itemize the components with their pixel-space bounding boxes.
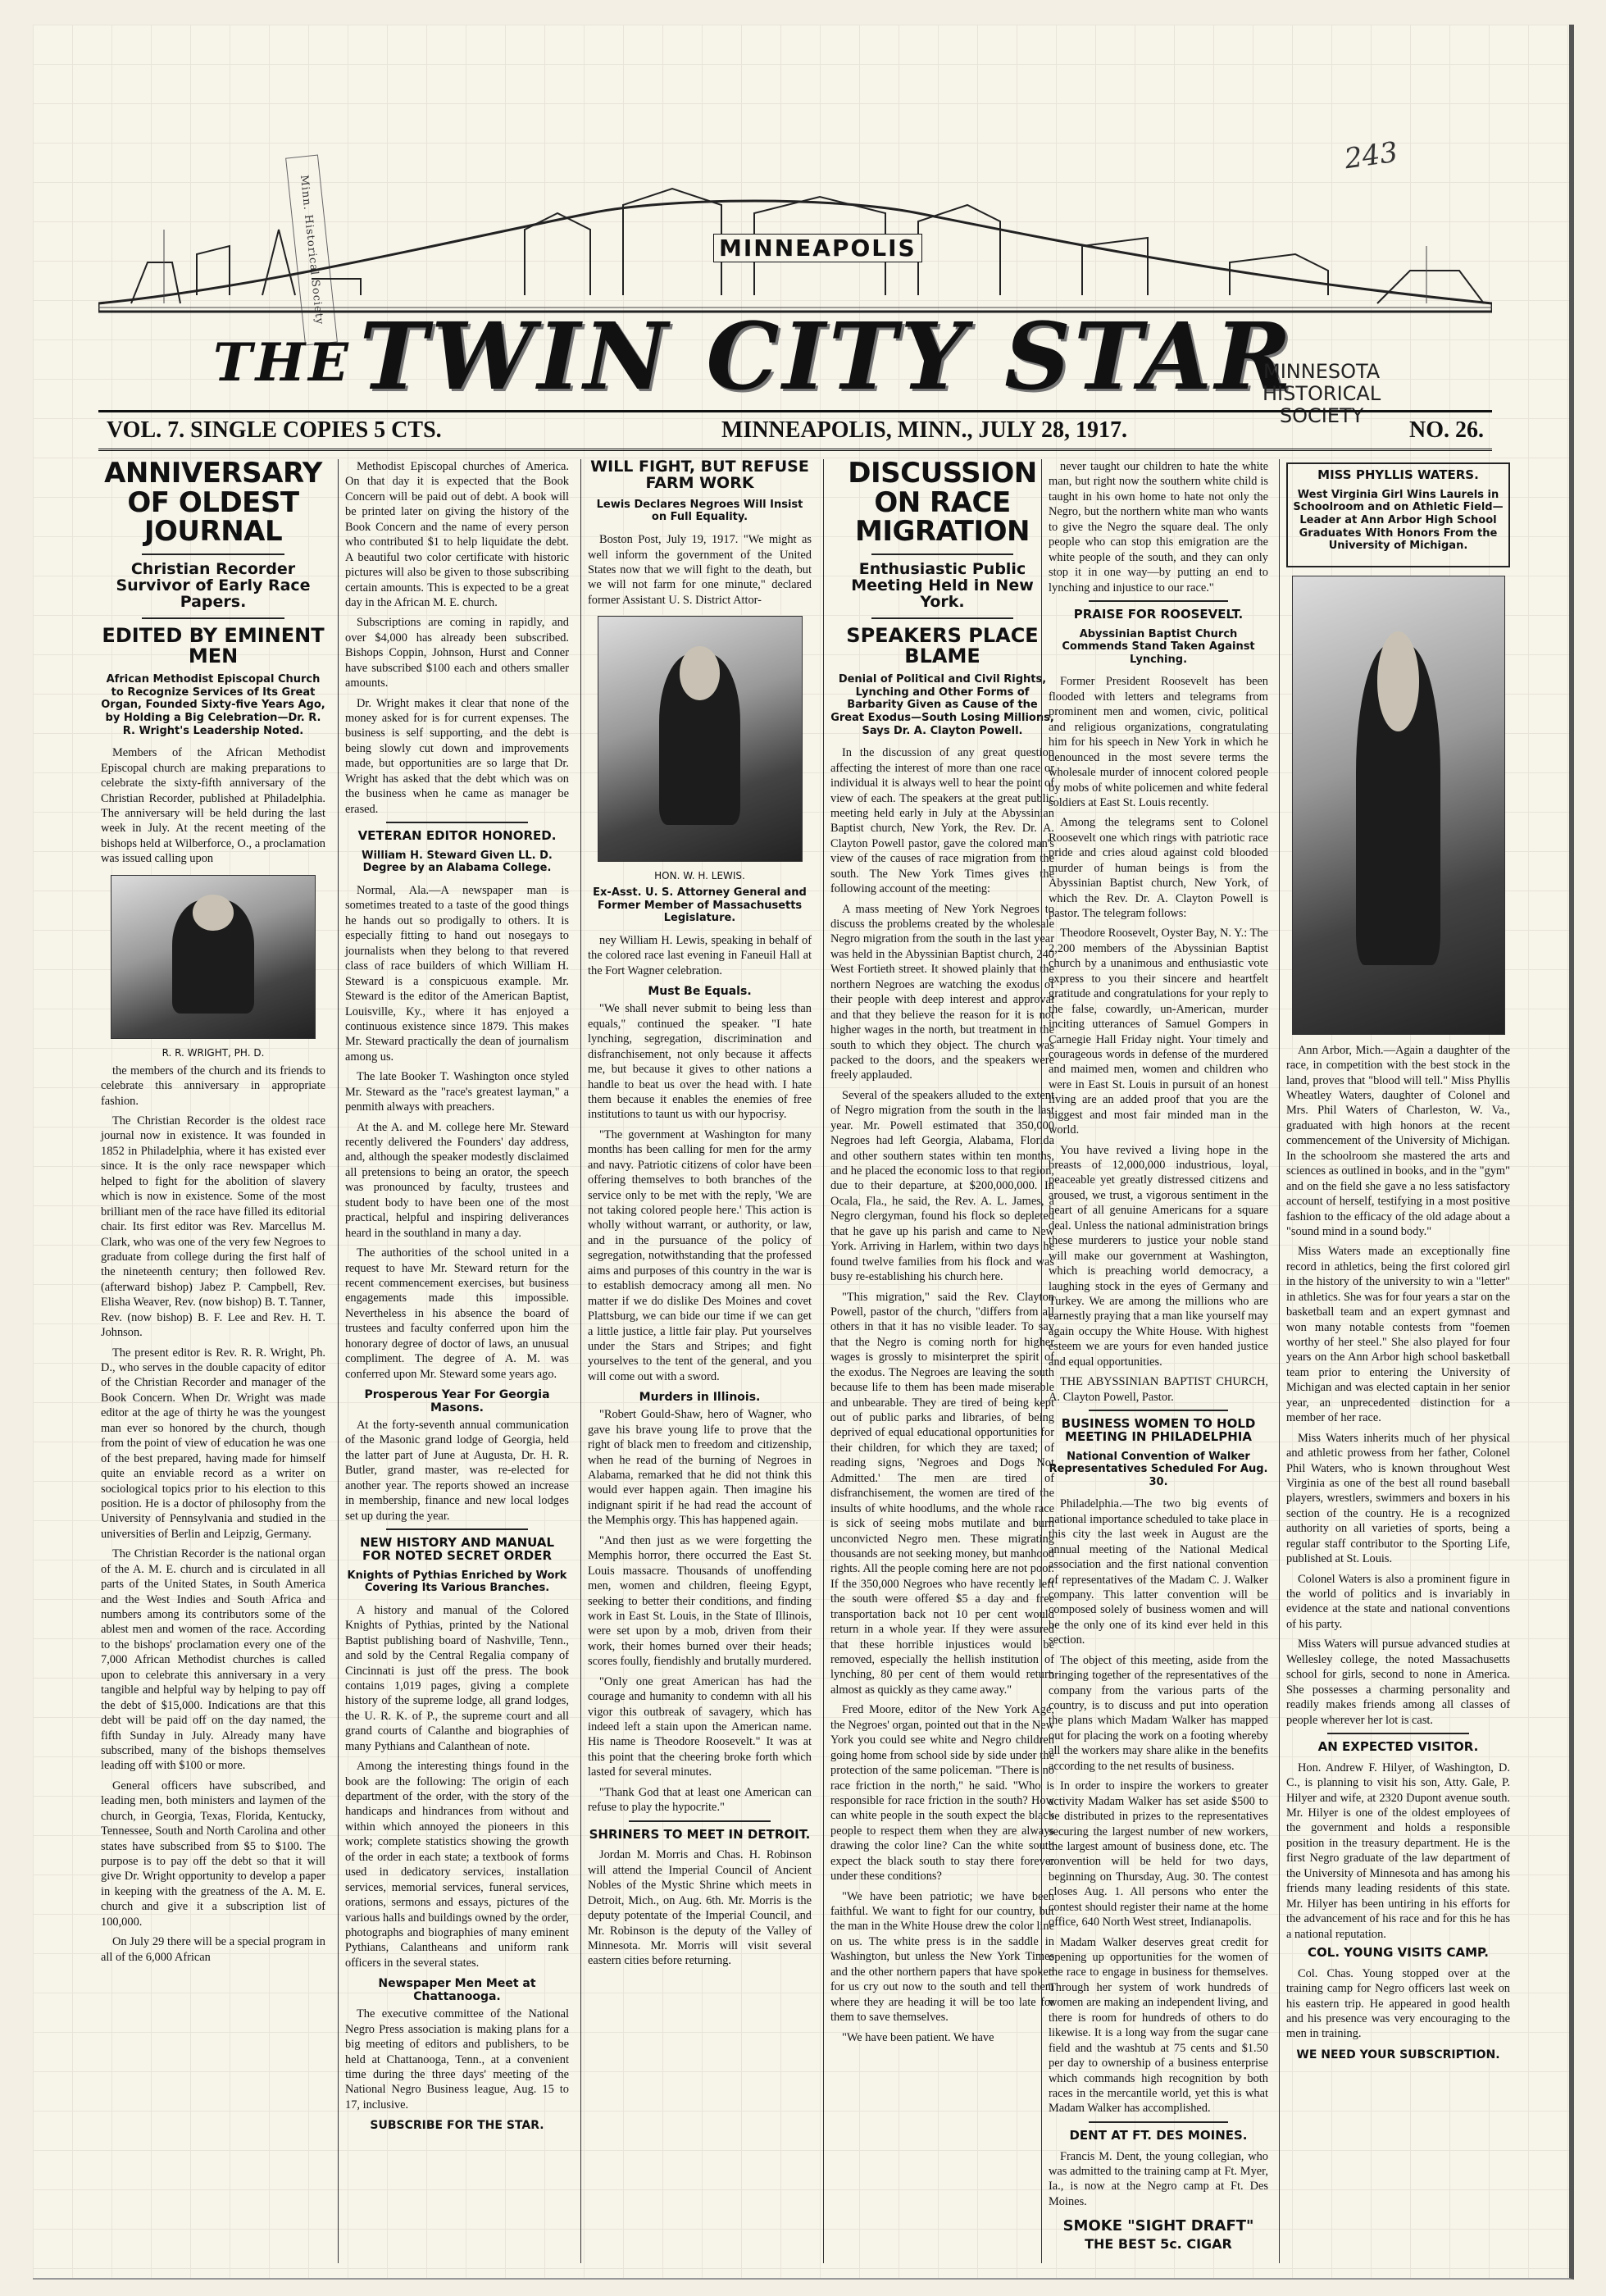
article-headline: ANNIVERSARY OF OLDEST JOURNAL (104, 459, 322, 549)
article-headline: MISS PHYLLIS WATERS. (1317, 467, 1479, 482)
article-deck: William H. Steward Given LL. D. Degree by an Alabama College. (362, 849, 553, 875)
paragraph: "And then just as we were forgetting the Memphis horror, there occurred the East St. Louis massacre. Thousands of unoffending men, women and children, fleeing Egypt, seeking to better their conditions, and finding work in East St. Louis, in the State of Illinois, were set upon by a mob, driven from their work, their homes burned over their heads; scores foully, fiendishly and brutally murdered. (588, 1533, 812, 1669)
article-headline: VETERAN EDITOR HONORED. (357, 828, 557, 844)
article-headline: SHRINERS TO MEET IN DETROIT. (589, 1826, 811, 1842)
divider (1327, 1733, 1469, 1734)
photo-caption: HON. W. H. LEWIS. (654, 870, 745, 882)
paragraph: Jordan M. Morris and Chas. H. Robinson will attend the Imperial Council of Ancient Nobles of the Mystic Shrine which meets in Detroit, Mich., on Aug. 6th. Mr. Morris is the deputy potentate of the Imperial Council, and Mr. Robinson is the deputy of the Valley of Minnesota. Mr. Morris will visit several eastern cities before returning. (588, 1848, 812, 1968)
subscription-notice: WE NEED YOUR SUBSCRIPTION. (1296, 2048, 1500, 2061)
divider (1089, 2121, 1228, 2123)
paragraph: "We have been patient. We have (842, 2030, 994, 2044)
article-subhead: Enthusiastic Public Meeting Held in New York. (851, 560, 1034, 611)
title-the: THE (213, 332, 352, 394)
article-subhead: EDITED BY EMINENT MEN (102, 623, 325, 668)
article-headline: BUSINESS WOMEN TO HOLD MEETING IN PHILADELPHIA (1061, 1416, 1256, 1444)
paragraph: Colonel Waters is also a prominent figure in the world of politics and is invariably in evidence at the state and national conventions of his party. (1286, 1572, 1510, 1631)
paragraph: Members of the African Methodist Episcopal church are making preparations to celebrate the sixty-fifth anniversary of the Christian Recorder, published at Philadelphia. The anniversary will be held during the last week in July. At the recent meeting of the bishops held at Wilberforce, O., a proclamation was issued calling upon (101, 746, 325, 866)
portrait-photo (111, 875, 316, 1039)
paragraph: never taught our children to hate the white man, but right now the southern white child is taught in his own home to hate not only the Negro, but the northern white man who wants to give the Negro the square deal. The only people who can stop this emigration are the white people of the south, and they can only stop it in one way—by putting an end to lynching and injustice to our race." (1049, 460, 1268, 594)
column-5 (1041, 459, 1275, 2263)
paragraph: You have revived a living hope in the breasts of 12,000,000 industrious, loyal, peaceable yet greatly distressed citizens and aroused, we trust, a vigorous sentiment in the heart of all genuine Americans for a square deal. Unless the national administration brings these murderers to justice your noble stand will make our government at Washington, which is preaching world democracy, a laughing stock in the eyes of Germany and Turkey. We are among the millions who are earnestly praying that a man like yourself may again occupy the White House. With highest esteem we are yours for even handed justice and equal opportunities. (1049, 1143, 1268, 1369)
paragraph: "Thank God that at least one American can refuse to play the hypocrite." (588, 1785, 812, 1815)
paragraph: At the A. and M. college here Mr. Steward recently delivered the Founders' day address, and, although the speaker modestly disclaimed all pretensions to being an orator, the speech was pronounced by faculty, trustees and student body to have been one of the most practical, helpful and inspiring deliverances heard in the southland in many a day. (345, 1120, 569, 1240)
photo-caption: R. R. WRIGHT, PH. D. (162, 1046, 265, 1059)
paragraph: Theodore Roosevelt, Oyster Bay, N. Y.: The 2,200 members of the Abyssinian Baptist church by a unanimous and enthusiastic vote express to you their sincere and heartfelt gratitude and congratulations for your reply to the false, cowardly, un-American, murder inciting utterances of Samuel Gompers in Carnegie Hall Friday night. Your timely and courageous words in defense of the murdered and maimed men, women and children who were in East St. Louis in pursuit of an honest living are an added proof that you are the biggest and most fair minded man in the world. (1049, 927, 1268, 1137)
feature-box (1286, 462, 1510, 567)
paragraph: The authorities of the school united in a request to have Mr. Steward return for the recent commencement exercises, but business engagements made this impossible. Nevertheless in his absence the board of trustees and faculty conferred upon him the honorary degree of doctor of laws, an unusual compliment. The degree of A. M. was conferred upon Mr. Steward some years ago. (345, 1246, 569, 1381)
column-4 (823, 459, 1061, 2263)
title-main: TWIN CITY STAR (359, 303, 1295, 411)
place-date: MINNEAPOLIS, MINN., JULY 28, 1917. (721, 417, 1127, 443)
article-deck: National Convention of Walker Representatives Scheduled For Aug. 30. (1049, 1450, 1268, 1488)
divider (871, 617, 1013, 619)
section-subhead: Newspaper Men Meet at Chattanooga. (378, 1977, 536, 2004)
section-subhead: Must Be Equals. (648, 985, 752, 999)
paragraph: The executive committee of the National Negro Press association is making plans for a big meeting of editors and publishers, to be held at Chattanooga, Tenn., at a convenient time during the three days' meeting of the National Negro Business league, Aug. 15 to 17, inclusive. (345, 2007, 569, 2112)
article-headline: DENT AT FT. DES MOINES. (1069, 2127, 1248, 2143)
article-deck: Abyssinian Baptist Church Commends Stand Taken Against Lynching. (1062, 627, 1255, 666)
article-headline: PRAISE FOR ROOSEVELT. (1073, 606, 1244, 622)
article-headline: WILL FIGHT, BUT REFUSE FARM WORK (590, 459, 809, 492)
section-subhead: Prosperous Year For Georgia Masons. (364, 1388, 550, 1414)
paragraph: Miss Waters made an exceptionally fine record in athletics, being the first colored girl in the history of the university to win a "letter" in athletics. She was for four years a star on the basketball team and an expert gymnast and won many notable contests from "foemen worthy of her steel." She also played for four years on the Ann Arbor high school basketball team prior to entering the University of Michigan and was elected captain in her senior year, an unprecedented distinction for a member of her race. (1286, 1245, 1510, 1425)
newspaper-title (213, 303, 1294, 411)
photo-face (680, 646, 721, 700)
article-deck: West Virginia Girl Wins Laurels in Schoolroom and on Athletic Field—Leader at Ann Arbor High School Graduates With Honors From the University of Michigan. (1293, 488, 1504, 553)
paragraph: "We have been patriotic; we have been faithful. We want to fight for our country, but the man in the White House drew the color line on us. The white press is in the saddle in Washington, but unless the New York Times and the other northern papers that have spoken for us cry out now to the south and tell them where they are heading it will be too late for them to save themselves. (830, 1889, 1054, 2025)
paragraph: The late Booker T. Washington once styled Mr. Steward as the "race's greatest layman," a penmith always with preachers. (345, 1070, 569, 1114)
city-label: MINNEAPOLIS (713, 234, 922, 262)
paragraph: Subscriptions are coming in rapidly, and over $4,000 has already been subscribed. Bishops Coppin, Johnson, Hurst and Conner have subscribed $100 each and others smaller amounts. (345, 616, 569, 690)
paragraph: Dr. Wright makes it clear that none of the money asked for is for current expenses. The business is self supporting, and the debt is being slowly cut down and improvements made, but opportunities are so large that Dr. Wright has asked that the debt which was on the business when he came as manager be erased. (345, 696, 569, 816)
paragraph: Francis M. Dent, the young collegian, who was admitted to the training camp at Ft. Myer, Ia., is now at the Negro camp at Ft. Des Moines. (1049, 2149, 1268, 2208)
divider (1089, 600, 1228, 602)
cigar-advertisement-tagline: THE BEST 5c. CIGAR (1085, 2236, 1232, 2253)
paragraph: In order to inspire the workers to greater activity Madam Walker has set aside $500 to be distributed in prizes to the representatives securing the largest number of new workers, the largest amount of business done, etc. The convention will be held for two days, beginning on Thursday, Aug. 30. The contest closes Aug. 1. All persons who enter the contest should register their name at the home office, 640 North West street, Indianapolis. (1049, 1779, 1268, 1929)
article-headline: COL. YOUNG VISITS CAMP. (1308, 1944, 1489, 1960)
volume-info: VOL. 7. SINGLE COPIES 5 CTS. (107, 417, 442, 443)
article-deck: Denial of Political and Civil Rights, Lynching and Other Forms of Barbarity Given as Cause of the Great Exodus—South Losing Millions, Says Dr. A. Clayton Powell. (830, 673, 1054, 737)
article-subhead: SPEAKERS PLACE BLAME (846, 623, 1039, 668)
cigar-advertisement: SMOKE "SIGHT DRAFT" (1062, 2217, 1254, 2235)
paragraph: Miss Waters will pursue advanced studies at Wellesley college, the noted Massachusetts school for girls, second to none in America. She possesses a charming personality and readily makes friends among all classes of people wherever her lot is cast. (1286, 1638, 1510, 1727)
section-subhead: Murders in Illinois. (639, 1391, 761, 1405)
library-stamp: Minn. Historical Society (285, 155, 338, 346)
paragraph: Hon. Andrew F. Hilyer, of Washington, D. C., is planning to visit his son, Atty. Gale, P. Hilyer and wife, at 2320 Dupont avenue south. Mr. Hilyer is one of the oldest employees of the government and holds a responsible position in the treasury department. He is the first Negro graduate of the law department of the University of Minnesota and has among his friends many leading residents of this state. Mr. Hilyer has been untiring in his efforts for the advancement of his race and for this he has a national reputation. (1286, 1761, 1510, 1941)
paragraph: Miss Waters inherits much of her physical and athletic prowess from her father, Colonel Phil Waters, who is known throughout West Virginia as one of the best all round baseball players, wrestlers, swimmers and boxers in his section of the country. He is a recognized authority on all varieties of sports, being a regular staff contributor to the Sporting Life, published at St. Louis. (1286, 1431, 1510, 1566)
article-headline: NEW HISTORY AND MANUAL FOR NOTED SECRET ORDER (359, 1535, 555, 1563)
article-headline: AN EXPECTED VISITOR. (1317, 1738, 1479, 1754)
divider (386, 822, 528, 823)
paragraph: Normal, Ala.—A newspaper man is sometimes treated to a taste of the good things he hands out so prodigally to others. It is especially fitting to hand out nosegays to journalists when they belong to that revered class of race builders of which William H. Steward is a conspicuous example. Mr. Steward is the editor of the American Baptist, Louisville, Ky., where it has enjoyed a continuous existence since 1879. This makes Mr. Steward practically the dean of journalism among us. (345, 884, 569, 1064)
paragraph: Former President Roosevelt has been flooded with letters and telegrams from prominent men and women, civic, political and religious organizations, congratulating him for his speech in New York in which he denounced in the most severe terms the wholesale murder of innocent colored people by mobs of white policemen and white federal soldiers at East St. Louis recently. (1049, 675, 1268, 809)
paragraph: "Robert Gould-Shaw, hero of Wagner, who gave his brave young life to prove that the right of black men to freedom and citizenship, when he read of the burning of Negroes in Alabama, remarked that he did not think this would ever happen again. Then imagine his indignant spirit if he had read the account of the Memphis orgy. This has happened again. (588, 1408, 812, 1528)
paragraph: General officers have subscribed, and leading men, both ministers and laymen of the church, in Georgia, Texas, Florida, Kentucky, Tennessee, South and North Carolina and other states have subscribed from $5 to $100. The purpose is to pay off the debt so that it will give Dr. Wright opportunity to develop a paper in keeping with the greatness of the A. M. E. church and give it a subscription list of 100,000. (101, 1779, 325, 1929)
paragraph: "The government at Washington for many months has been calling for men for the army and navy. Patriotic citizens of color have been offering themselves to both branches of the service only to be met with the reply, 'We are not taking colored people here.' This action is wholly without warrant, or authority, or law, and in the pursuance of the policy of segregation, notwithstanding that the professed aims and purposes of this country in the war is to establish democracy among all men. No matter if we do dislike Des Moines and covet Plattsburg, we can bide our time if we can get a little justice, a little fair play. Put yourselves under the Stars and Stripes; and fight yourselves to the tent of the general, and you will come out with a sword. (588, 1128, 812, 1383)
divider (629, 1820, 771, 1822)
article-deck: Knights of Pythias Enriched by Work Covering Its Various Branches. (347, 1569, 567, 1595)
subscribe-notice: SUBSCRIBE FOR THE STAR. (370, 2119, 544, 2133)
paragraph: The Christian Recorder is the national organ of the A. M. E. church and is circulated in all parts of the United States, in South America and the West Indies and South Africa and numbers among its contributors some of the ablest men and women of the race. According to the bishops' proclamation every one of the 7,000 African Methodist churches is called upon to celebrate this anniversary in a very tangible and helpful way by helping to pay off the debt of $15,000. Indications are that this debt will be paid off on the day named, the fifth Sunday in July. Already many have subscribed, many of the bishops themselves leading off with $100 or more. (101, 1547, 325, 1773)
column-1 (94, 459, 332, 2263)
paragraph: "Only one great American has had the courage and humanity to condemn with all his vigor this outbreak of savagery, which has indeed left a stain upon the American name. His name is Theodore Roosevelt." It was at this point that the cheering broke forth which lasted for several minutes. (588, 1674, 812, 1779)
portrait-photo-basketball (1292, 576, 1505, 1035)
article-subhead: Christian Recorder Survivor of Early Race Papers. (116, 560, 311, 611)
dateline (98, 410, 1492, 451)
paragraph: Boston Post, July 19, 1917. "We might as well inform the government of the United States now that we will fight to the death, but we will not farm for one minute," declared former Assistant U. S. District Attor- (588, 533, 812, 607)
photo-face (1377, 631, 1420, 732)
paragraph: In the discussion of any great question affecting the interest of more than one race or individual it is always well to hear the point of view of each. The speakers at the great public meeting held early in July at the Abyssinian Baptist church, New York, the Rev. Dr. A. Clayton Powell pastor, gave the colored man's view of the causes of race migration from the south. The New York Times gives the following account of the meeting: (830, 746, 1054, 896)
paragraph: Col. Chas. Young stopped over at the training camp for Negro officers last week on his eastern trip. He appeared in good health and his presence was very encouraging to the men in training. (1286, 1966, 1510, 2041)
archive-handwritten-number: 243 (1342, 135, 1400, 176)
column-2 (338, 459, 576, 2263)
photo-face (193, 895, 234, 931)
paragraph: Ann Arbor, Mich.—Again a daughter of the race, in competition with the best stock in the land, proves that "blood will tell." Miss Phyllis Wheatley Waters, daughter of Colonel and Mrs. Phil Waters of Charleston, W. Va., graduated with high honors at the recent commencement of the University of Michigan. In the schoolroom she mastered the arts and sciences as outlined in books, and in the "gym" and on the field she gave a no less satisfactory account of herself, testifying in a most positive fashion to the efficacy of the old adage about a "sound mind in a sound body." (1286, 1043, 1510, 1238)
paragraph: Several of the speakers alluded to the extent of Negro migration from the south in the last year. Mr. Powell estimated that 350,000 Negroes had left Georgia, Alabama, Florida and other southern states within ten months, and he placed the economic loss to that region, due to their departure, at $200,000,000. In Ocala, Fla., he said, the Rev. A. L. James, a Negro clergyman, found his flock so depleted that he gave up his parish and came to New York. Arriving in Harlem, within two days he found twelve families from his flock and was busy re-establishing his church here. (830, 1088, 1054, 1284)
divider (871, 554, 1013, 555)
paragraph: Among the telegrams sent to Colonel Roosevelt one which rings with patriotic race pride and cries aloud against cold blooded murder of human beings is from the Abyssinian Baptist church, New York, of which the Rev. Dr. A. Clayton Powell is pastor. The telegram follows: (1049, 816, 1268, 921)
paragraph: Madam Walker deserves great credit for opening up opportunities for the women of the race to engage in business for themselves. Through her system of work hundreds of women are making an independent living, and there is room for hundreds of others to do likewise. It is a long way from the sugar cane field and the washtub at 75 cents and $1.50 per day to ownership of a business enterprise which commands high recognition by both races in the mercantile world, yet this is what Madam Walker has accomplished. (1049, 1935, 1268, 2116)
paragraph: The present editor is Rev. R. R. Wright, Ph. D., who serves in the double capacity of editor of the Christian Recorder and manager of the Book Concern. When Dr. Wright was made editor at the age of thirty he was the youngest man ever so honored by the church, though from the point of view of education he was one of the best prepared, having made for himself quite an enviable record as a writer on sociological topics prior to his election to this position. He is a doctor of philosophy from the University of Pennsylvania and studied in the universities of Berlin and Leipzig, Germany. (101, 1346, 325, 1541)
paragraph: At the forty-seventh annual communication of the Masonic grand lodge of Georgia, held the latter part of June at Augusta, Dr. H. R. Butler, grand master, was re-elected for another year. The reports showed an increase in membership, finance and new local lodges set up during the year. (345, 1419, 569, 1523)
paragraph: A mass meeting of New York Negroes to discuss the problems created by the wholesale Negro migration from the south in the last year was held in the Abyssinian Baptist church, 240 West Fortieth street. It showed plainly that the northern Negroes are watching the exodus of their people with deep interest and approval and that they believe the reason for it is not higher wages in the north, but treatment in the south to which they object. The church was packed to the doors, and the speakers were freely applauded. (830, 902, 1054, 1082)
paragraph: On July 29 there will be a special program in all of the 6,000 African (101, 1935, 325, 1964)
column-3 (580, 459, 818, 2263)
paragraph: the members of the church and its friends to celebrate this anniversary in appropriate fashion. (101, 1064, 325, 1108)
divider (386, 1528, 528, 1530)
photo-deck: Ex-Asst. U. S. Attorney General and Former Member of Massachusetts Legislature. (593, 886, 807, 925)
paragraph: A history and manual of the Colored Knights of Pythias, printed by the National Baptist publishing board of Nashville, Tenn., and sold by the Central Regalia company of Cincinnati is just off the press. The book contains 1,019 pages, giving a complete history of the supreme lodge, all grand lodges, the U. R. K. of P., the supreme court and all grand courts of Calanthe and biographies of many Pythians and Calanthean of note. (345, 1603, 569, 1753)
paragraph: "This migration," said the Rev. Clayton Powell, pastor of the church, "differs from all others in that it has no visible leader. To say that the Negro is coming north for higher wages is grossly to misinterpret the spirit of the exodus. The Negroes are leaving the south because life to them has been made miserable and unbearable. They are tired of being kept out of public parks and libraries, of being deprived of equal educational opportunities for their children, for which they are taxed; of reading signs, 'Negroes and Dogs Not Admitted.' The men are tired of disfranchisement, the women are tired of the insults of white hoodlums, and the whole race is sick of seeing mobs mutilate and burn unconvicted Negro men. These migrating thousands are not seeking money, but manhood rights. All the people coming here are not poor. If the 350,000 Negroes who have recently left the south were offered $5 a day and free transportation back not 10 per cent would return in a whole year. If they were assured that these horrible injustices would be removed, especially the hellish institution of lynching, 80 per cent of them would return almost as quickly as they came away." (830, 1290, 1054, 1697)
portrait-photo (598, 616, 803, 862)
paragraph: The object of this meeting, aside from the bringing together of the representatives of the company from the various parts of the country, is to discuss and put into operation the plans which Madam Walker has mapped out for placing the work on a footing whereby all the workers may share alike in the benefits according to the net results of business. (1049, 1653, 1268, 1773)
divider (142, 554, 284, 555)
article-headline: DISCUSSION ON RACE MIGRATION (848, 459, 1037, 549)
article-deck: African Methodist Episcopal Church to Recognize Services of Its Great Organ, Founded Sixty-five Years Ago, by Holding a Big Celebration—Dr. R. R. Wright's Leadership Noted. (101, 673, 325, 737)
paragraph: "We shall never submit to being less than equals," continued the speaker. "I hate lynching, segregation, discrimination and disfranchisement, not only because it affects me, but because it gives to other nations a handle to beat us over the head with. I hate them because it enables the enemies of free institutions to taunt us with our hypocrisy. (588, 1002, 812, 1122)
column-6 (1279, 459, 1517, 2263)
divider (142, 617, 284, 619)
article-deck: Lewis Declares Negroes Will Insist on Full Equality. (596, 498, 803, 524)
paragraph: Philadelphia.—The two big events of national importance scheduled to take place in this city the last week in August are the annual meeting of the National Medical association and the first national convention of representatives of the Madam C. J. Walker company. This latter convention will be composed solely of business women and will be the only one of its kind ever held in this section. (1049, 1497, 1268, 1647)
paragraph: The Christian Recorder is the oldest race journal now in existence. It was founded in 1852 in Philadelphia, where it has existed ever since. It is the only race newspaper which helped to fight for the abolition of slavery which is now in existence. Some of the most brilliant men of the race have filled its editorial chair. Its first editor was Rev. Marcellus M. Clark, who was one of the very few Negroes to graduate from college during the first half of the nineteenth century; then followed Rev. (afterward bishop) Jabez P. Campbell, Rev. Elisha Weaver, Rev. (now bishop) B. T. Tanner, Rev. (now bishop) B. F. Lee and Rev. H. T. Johnson. (101, 1114, 325, 1340)
paragraph: ney William H. Lewis, speaking in behalf of the colored race last evening in Faneuil Hall at the Fort Wagner celebration. (588, 934, 812, 977)
paragraph: THE ABYSSINIAN BAPTIST CHURCH, A. Clayton Powell, Pastor. (1049, 1375, 1268, 1404)
society-stamp: MINNESOTA HISTORICAL SOCIETY (1263, 360, 1381, 427)
paragraph: Among the interesting things found in the book are the following: The origin of each department of the order, with the story of the handicaps and hindrances from without and within which annoyed the pioneers in this work; complete statistics showing the growth of the order in each state; a textbook of forms used in dedicatory services, installation services, memorial services, funeral services, orations, sermons and essays, pictures of the various halls and buildings owned by the order, photographs and biographies of many eminent Pythians, Calantheans and uniform rank officers in the several states. (345, 1760, 569, 1970)
issue-number: NO. 26. (1409, 417, 1484, 443)
paragraph: Methodist Episcopal churches of America. On that day it is expected that the Book Concern will be paid out of debt. A book will be printed later on giving the history of the Book Concern and the name of every person who contributed $1 to help liquidate the debt. A beautiful two color certificate with historic pictures will also be given to those subscribing certain amounts. This is expected to be a great day in the African M. E. church. (345, 460, 569, 609)
divider (1089, 1410, 1228, 1411)
paragraph: Fred Moore, editor of the New York Age, the Negroes' organ, pointed out that in the New York you could see white and Negro children going home from school side by side under the protection of the same policeman. "There is no race friction in the north," he said. "Who is responsible for race friction in the south? How can white people in the south expect the black people to respect them when they are always drawing the color line? Can the white south expect the black south to stay there forever under these conditions? (830, 1703, 1054, 1884)
